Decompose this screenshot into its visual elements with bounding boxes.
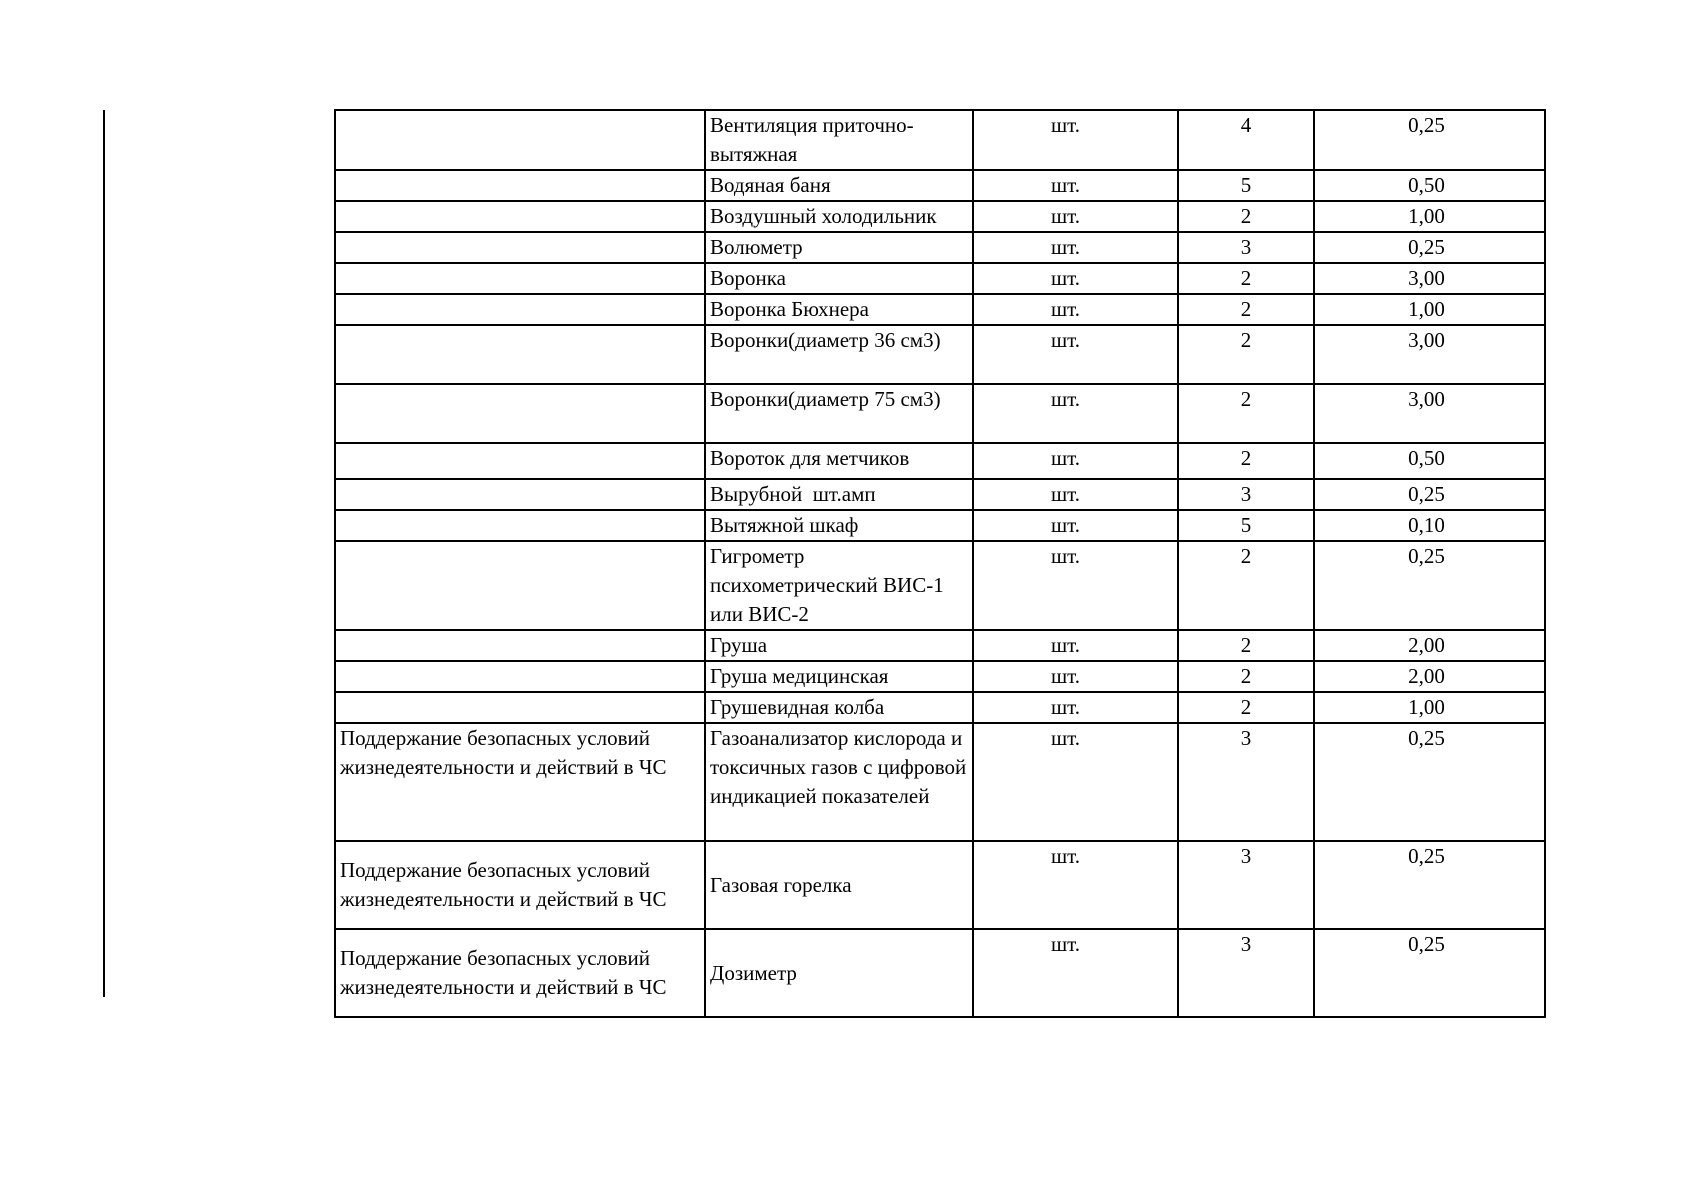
area-cell <box>335 384 705 443</box>
unit-cell: шт. <box>973 263 1178 294</box>
quantity-cell: 5 <box>1178 510 1314 541</box>
norm-cell: 1,00 <box>1314 294 1545 325</box>
table-row <box>335 201 1545 232</box>
norm-cell: 0,50 <box>1314 170 1545 201</box>
quantity-cell: 3 <box>1178 723 1314 841</box>
area-cell <box>335 232 705 263</box>
table-row <box>335 692 1545 723</box>
item-name-cell: Вентиляция приточно-вытяжная <box>705 110 973 170</box>
quantity-cell: 2 <box>1178 294 1314 325</box>
unit-cell: шт. <box>973 110 1178 170</box>
item-name-cell: Воронка <box>705 263 973 294</box>
unit-cell: шт. <box>973 232 1178 263</box>
area-cell <box>335 201 705 232</box>
item-name-cell: Грушевидная колба <box>705 692 973 723</box>
unit-cell: шт. <box>973 541 1178 630</box>
table-row <box>335 294 1545 325</box>
table-row <box>335 170 1545 201</box>
quantity-cell: 2 <box>1178 263 1314 294</box>
area-cell <box>335 110 705 170</box>
norm-cell: 0,25 <box>1314 479 1545 510</box>
table-row <box>335 325 1545 384</box>
unit-cell: шт. <box>973 479 1178 510</box>
quantity-cell: 3 <box>1178 929 1314 1017</box>
equipment-table <box>334 109 1546 1018</box>
quantity-cell: 5 <box>1178 170 1314 201</box>
item-name-cell: Воронки(диаметр 75 см3) <box>705 384 973 443</box>
norm-cell: 2,00 <box>1314 661 1545 692</box>
table-row <box>335 630 1545 661</box>
norm-cell: 0,25 <box>1314 110 1545 170</box>
norm-cell: 2,00 <box>1314 630 1545 661</box>
item-name-cell: Груша <box>705 630 973 661</box>
norm-cell: 0,50 <box>1314 443 1545 479</box>
quantity-cell: 2 <box>1178 661 1314 692</box>
norm-cell: 0,25 <box>1314 232 1545 263</box>
area-cell: Поддержание безопасных условий жизнедеятельности и действий в ЧС <box>335 723 705 841</box>
unit-cell: шт. <box>973 630 1178 661</box>
left-margin-rule <box>103 110 105 997</box>
area-cell <box>335 170 705 201</box>
table-row <box>335 443 1545 479</box>
item-name-cell: Вырубной шт.амп <box>705 479 973 510</box>
norm-cell: 1,00 <box>1314 201 1545 232</box>
quantity-cell: 2 <box>1178 692 1314 723</box>
norm-cell: 3,00 <box>1314 263 1545 294</box>
quantity-cell: 2 <box>1178 384 1314 443</box>
table-row <box>335 541 1545 630</box>
norm-cell: 0,25 <box>1314 841 1545 929</box>
table-row <box>335 479 1545 510</box>
area-cell <box>335 263 705 294</box>
area-cell <box>335 541 705 630</box>
area-cell: Поддержание безопасных условий жизнедеятельности и действий в ЧС <box>335 841 705 929</box>
item-name-cell: Вороток для метчиков <box>705 443 973 479</box>
quantity-cell: 2 <box>1178 201 1314 232</box>
table-row <box>335 263 1545 294</box>
quantity-cell: 2 <box>1178 325 1314 384</box>
norm-cell: 3,00 <box>1314 384 1545 443</box>
unit-cell: шт. <box>973 384 1178 443</box>
quantity-cell: 2 <box>1178 541 1314 630</box>
unit-cell: шт. <box>973 929 1178 1017</box>
table-row <box>335 661 1545 692</box>
table-row <box>335 841 1545 929</box>
area-cell <box>335 294 705 325</box>
item-name-cell: Газовая горелка <box>705 841 973 929</box>
quantity-cell: 2 <box>1178 630 1314 661</box>
area-cell <box>335 692 705 723</box>
unit-cell: шт. <box>973 661 1178 692</box>
table-row <box>335 384 1545 443</box>
item-name-cell: Вытяжной шкаф <box>705 510 973 541</box>
area-cell <box>335 661 705 692</box>
norm-cell: 1,00 <box>1314 692 1545 723</box>
item-name-cell: Газоанализатор кислорода и токсичных газов с цифровой индикацией показателей <box>705 723 973 841</box>
area-cell <box>335 630 705 661</box>
norm-cell: 0,10 <box>1314 510 1545 541</box>
unit-cell: шт. <box>973 841 1178 929</box>
unit-cell: шт. <box>973 510 1178 541</box>
unit-cell: шт. <box>973 170 1178 201</box>
norm-cell: 0,25 <box>1314 929 1545 1017</box>
table-row <box>335 510 1545 541</box>
table-row <box>335 232 1545 263</box>
quantity-cell: 3 <box>1178 479 1314 510</box>
item-name-cell: Воронки(диаметр 36 см3) <box>705 325 973 384</box>
area-cell <box>335 479 705 510</box>
item-name-cell: Воронка Бюхнера <box>705 294 973 325</box>
norm-cell: 0,25 <box>1314 541 1545 630</box>
norm-cell: 3,00 <box>1314 325 1545 384</box>
table-row <box>335 110 1545 170</box>
table-row <box>335 723 1545 841</box>
area-cell <box>335 443 705 479</box>
quantity-cell: 3 <box>1178 232 1314 263</box>
item-name-cell: Водяная баня <box>705 170 973 201</box>
item-name-cell: Воздушный холодильник <box>705 201 973 232</box>
area-cell <box>335 510 705 541</box>
item-name-cell: Груша медицинская <box>705 661 973 692</box>
quantity-cell: 4 <box>1178 110 1314 170</box>
area-cell: Поддержание безопасных условий жизнедеятельности и действий в ЧС <box>335 929 705 1017</box>
unit-cell: шт. <box>973 723 1178 841</box>
unit-cell: шт. <box>973 294 1178 325</box>
area-cell <box>335 325 705 384</box>
norm-cell: 0,25 <box>1314 723 1545 841</box>
quantity-cell: 2 <box>1178 443 1314 479</box>
table-row <box>335 929 1545 1017</box>
item-name-cell: Гигрометр психометрический ВИС-1 или ВИС-2 <box>705 541 973 630</box>
quantity-cell: 3 <box>1178 841 1314 929</box>
unit-cell: шт. <box>973 201 1178 232</box>
item-name-cell: Волюметр <box>705 232 973 263</box>
unit-cell: шт. <box>973 692 1178 723</box>
unit-cell: шт. <box>973 443 1178 479</box>
item-name-cell: Дозиметр <box>705 929 973 1017</box>
unit-cell: шт. <box>973 325 1178 384</box>
